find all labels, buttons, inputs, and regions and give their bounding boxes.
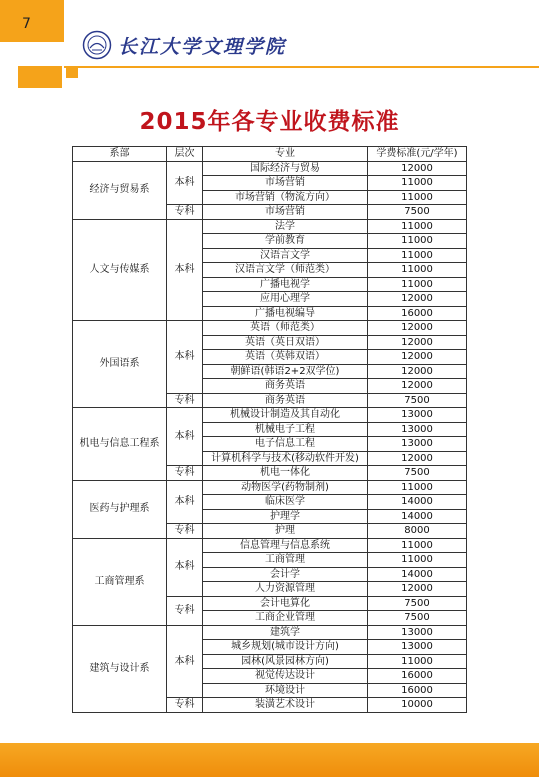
fee-cell: 7500	[368, 466, 467, 481]
fee-cell: 11000	[368, 553, 467, 568]
major-cell: 国际经济与贸易	[203, 161, 368, 176]
dept-cell: 医药与护理系	[73, 480, 167, 538]
major-cell: 园林(风景园林方向)	[203, 654, 368, 669]
level-cell: 本科	[167, 161, 203, 205]
level-cell: 专科	[167, 524, 203, 539]
major-cell: 应用心理学	[203, 292, 368, 307]
fee-cell: 11000	[368, 263, 467, 278]
fee-cell: 14000	[368, 567, 467, 582]
major-cell: 商务英语	[203, 379, 368, 394]
major-cell: 人力资源管理	[203, 582, 368, 597]
table-row	[73, 408, 467, 423]
dept-cell: 工商管理系	[73, 538, 167, 625]
major-cell: 环境设计	[203, 683, 368, 698]
major-cell: 信息管理与信息系统	[203, 538, 368, 553]
major-cell: 护理	[203, 524, 368, 539]
fee-cell: 13000	[368, 640, 467, 655]
level-cell: 本科	[167, 625, 203, 698]
major-cell: 学前教育	[203, 234, 368, 249]
decor-square-large	[18, 66, 62, 88]
level-cell: 本科	[167, 219, 203, 321]
table-row	[73, 161, 467, 176]
major-cell: 广播电视学	[203, 277, 368, 292]
fee-table	[72, 146, 467, 713]
fee-cell: 8000	[368, 524, 467, 539]
level-cell: 专科	[167, 698, 203, 713]
page-number: 7	[22, 16, 31, 32]
fee-cell: 11000	[368, 219, 467, 234]
fee-cell: 14000	[368, 495, 467, 510]
level-cell: 专科	[167, 205, 203, 220]
dept-cell: 经济与贸易系	[73, 161, 167, 219]
dept-cell: 人文与传媒系	[73, 219, 167, 321]
major-cell: 英语（英韩双语）	[203, 350, 368, 365]
table-row	[73, 625, 467, 640]
major-cell: 商务英语	[203, 393, 368, 408]
major-cell: 市场营销（物流方向）	[203, 190, 368, 205]
level-cell: 专科	[167, 393, 203, 408]
fee-cell: 12000	[368, 451, 467, 466]
college-name: 长江大学文理学院	[118, 35, 287, 58]
level-cell: 本科	[167, 538, 203, 596]
fee-cell: 16000	[368, 683, 467, 698]
table-header-row	[73, 147, 467, 162]
university-seal-icon	[82, 30, 112, 60]
major-cell: 护理学	[203, 509, 368, 524]
fee-cell: 12000	[368, 350, 467, 365]
major-cell: 机电一体化	[203, 466, 368, 481]
major-cell: 机械设计制造及其自动化	[203, 408, 368, 423]
level-cell: 本科	[167, 321, 203, 394]
header-dept: 系部	[73, 147, 167, 162]
fee-cell: 11000	[368, 234, 467, 249]
fee-cell: 12000	[368, 582, 467, 597]
table-row	[73, 321, 467, 336]
header-fee: 学费标准(元/学年)	[368, 147, 467, 162]
fee-cell: 11000	[368, 480, 467, 495]
fee-cell: 11000	[368, 176, 467, 191]
fee-cell: 12000	[368, 364, 467, 379]
level-cell: 本科	[167, 408, 203, 466]
major-cell: 会计电算化	[203, 596, 368, 611]
major-cell: 电子信息工程	[203, 437, 368, 452]
major-cell: 汉语言文学	[203, 248, 368, 263]
major-cell: 朝鲜语(韩语2+2双学位)	[203, 364, 368, 379]
major-cell: 视觉传达设计	[203, 669, 368, 684]
table-row	[73, 480, 467, 495]
header-rule	[64, 66, 539, 68]
fee-table-body	[73, 161, 467, 712]
major-cell: 工商企业管理	[203, 611, 368, 626]
dept-cell: 外国语系	[73, 321, 167, 408]
major-cell: 市场营销	[203, 176, 368, 191]
fee-cell: 7500	[368, 611, 467, 626]
page-title: 2015年各专业收费标准	[139, 109, 400, 135]
major-cell: 装潢艺术设计	[203, 698, 368, 713]
major-cell: 广播电视编导	[203, 306, 368, 321]
fee-cell: 14000	[368, 509, 467, 524]
fee-cell: 12000	[368, 292, 467, 307]
major-cell: 临床医学	[203, 495, 368, 510]
fee-cell: 16000	[368, 669, 467, 684]
fee-cell: 12000	[368, 379, 467, 394]
level-cell: 专科	[167, 466, 203, 481]
fee-cell: 10000	[368, 698, 467, 713]
fee-cell: 11000	[368, 277, 467, 292]
header-major: 专业	[203, 147, 368, 162]
table-row	[73, 538, 467, 553]
major-cell: 英语（英日双语）	[203, 335, 368, 350]
college-logo	[82, 30, 286, 60]
fee-cell: 7500	[368, 393, 467, 408]
footer-bar	[0, 743, 539, 777]
fee-cell: 7500	[368, 205, 467, 220]
fee-cell: 11000	[368, 538, 467, 553]
major-cell: 机械电子工程	[203, 422, 368, 437]
major-cell: 动物医学(药物制剂)	[203, 480, 368, 495]
fee-cell: 11000	[368, 190, 467, 205]
level-cell: 本科	[167, 480, 203, 524]
major-cell: 市场营销	[203, 205, 368, 220]
header-level: 层次	[167, 147, 203, 162]
major-cell: 汉语言文学（师范类）	[203, 263, 368, 278]
fee-cell: 12000	[368, 335, 467, 350]
fee-cell: 13000	[368, 408, 467, 423]
fee-cell: 16000	[368, 306, 467, 321]
fee-cell: 7500	[368, 596, 467, 611]
dept-cell: 建筑与设计系	[73, 625, 167, 712]
dept-cell: 机电与信息工程系	[73, 408, 167, 481]
major-cell: 建筑学	[203, 625, 368, 640]
major-cell: 会计学	[203, 567, 368, 582]
major-cell: 计算机科学与技术(移动软件开发)	[203, 451, 368, 466]
fee-cell: 11000	[368, 248, 467, 263]
fee-cell: 12000	[368, 161, 467, 176]
major-cell: 城乡规划(城市设计方向)	[203, 640, 368, 655]
fee-cell: 11000	[368, 654, 467, 669]
major-cell: 工商管理	[203, 553, 368, 568]
page-corner-block	[0, 0, 64, 42]
fee-cell: 13000	[368, 437, 467, 452]
table-row	[73, 219, 467, 234]
level-cell: 专科	[167, 596, 203, 625]
major-cell: 英语（师范类）	[203, 321, 368, 336]
fee-cell: 13000	[368, 625, 467, 640]
fee-cell: 12000	[368, 321, 467, 336]
major-cell: 法学	[203, 219, 368, 234]
fee-cell: 13000	[368, 422, 467, 437]
